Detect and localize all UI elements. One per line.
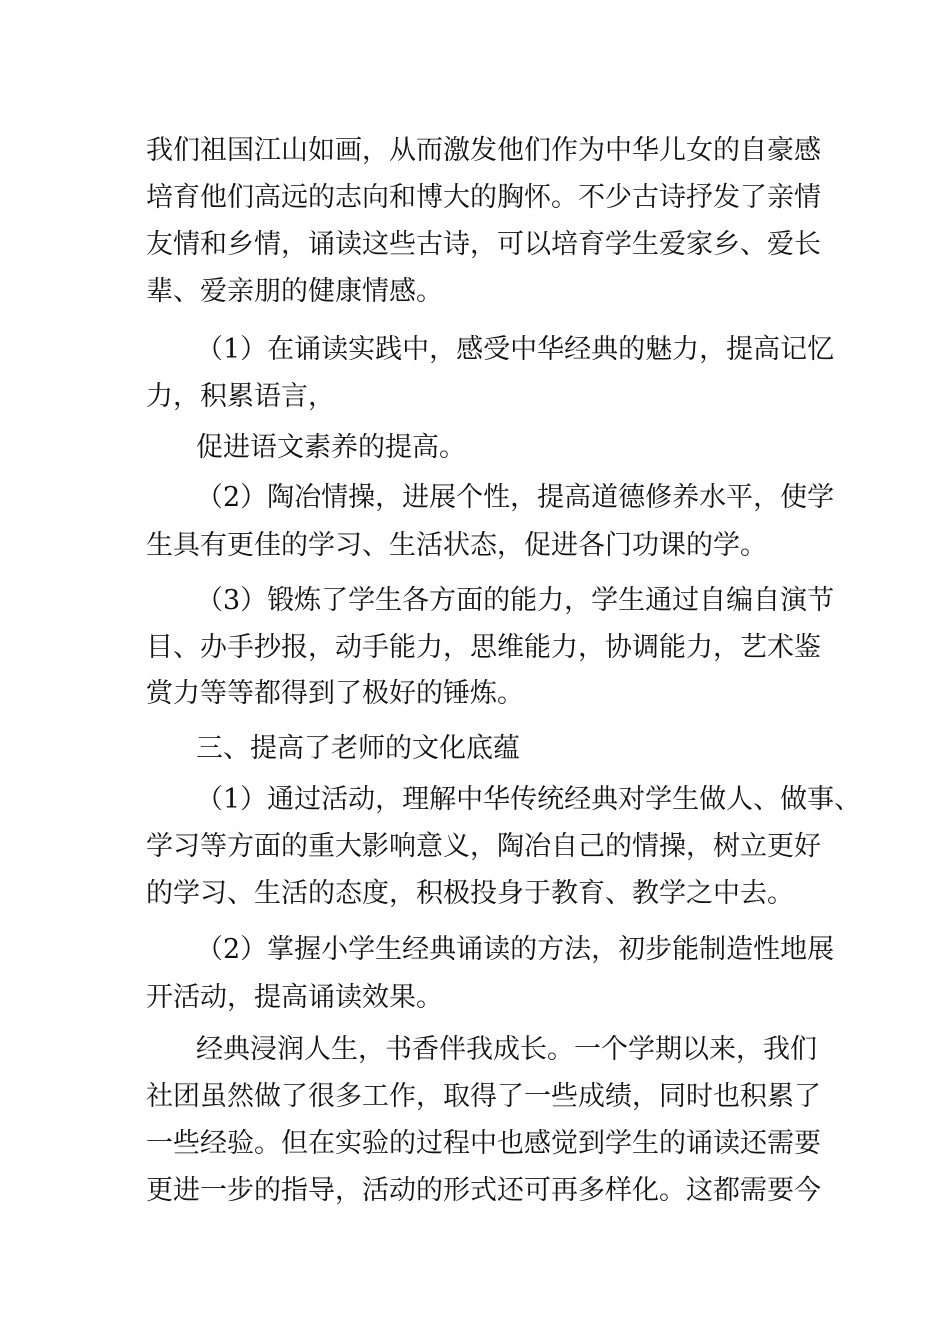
text-line: （3）锻炼了学生各方面的能力，学生通过自编自演节 xyxy=(196,585,835,616)
text-line: （1）在诵读实践中，感受中华经典的魅力，提高记忆 xyxy=(196,334,835,365)
text-line: 的学习、生活的态度，积极投身于教育、教学之中去。 xyxy=(146,878,794,909)
text-line: 学习等方面的重大影响意义，陶冶自己的情操，树立更好 xyxy=(146,831,821,862)
text-line: 培育他们高远的志向和博大的胸怀。不少古诗抒发了亲情 xyxy=(146,182,821,213)
text-line: 辈、爱亲朋的健康情感。 xyxy=(146,276,443,307)
section-heading: 三、提高了老师的文化底蕴 xyxy=(196,733,520,764)
text-line: 赏力等等都得到了极好的锤炼。 xyxy=(146,678,524,709)
text-line: 社团虽然做了很多工作，取得了一些成绩，同时也积累了 xyxy=(146,1081,821,1112)
text-line: 经典浸润人生，书香伴我成长。一个学期以来，我们 xyxy=(196,1034,817,1065)
text-line: 力，积累语言， xyxy=(146,381,335,412)
text-line: （1）通过活动，理解中华传统经典对学生做人、做事、 xyxy=(196,784,862,815)
text-line: 我们祖国江山如画，从而激发他们作为中华儿女的自豪感 xyxy=(146,135,821,166)
text-line: 生具有更佳的学习、生活状态，促进各门功课的学。 xyxy=(146,530,767,561)
text-line: 友情和乡情，诵读这些古诗，可以培育学生爱家乡、爱长 xyxy=(146,229,821,260)
text-line: （2）掌握小学生经典诵读的方法，初步能制造性地展 xyxy=(196,934,835,965)
text-line: 一些经验。但在实验的过程中也感觉到学生的诵读还需要 xyxy=(146,1128,821,1159)
text-line: （2）陶冶情操，进展个性，提高道德修养水平，使学 xyxy=(196,482,835,513)
text-line: 目、办手抄报，动手能力，思维能力，协调能力，艺术鉴 xyxy=(146,632,821,663)
text-line: 促进语文素养的提高。 xyxy=(196,432,466,463)
text-line: 更进一步的指导，活动的形式还可再多样化。这都需要今 xyxy=(146,1175,821,1206)
text-line: 开活动，提高诵读效果。 xyxy=(146,982,443,1013)
